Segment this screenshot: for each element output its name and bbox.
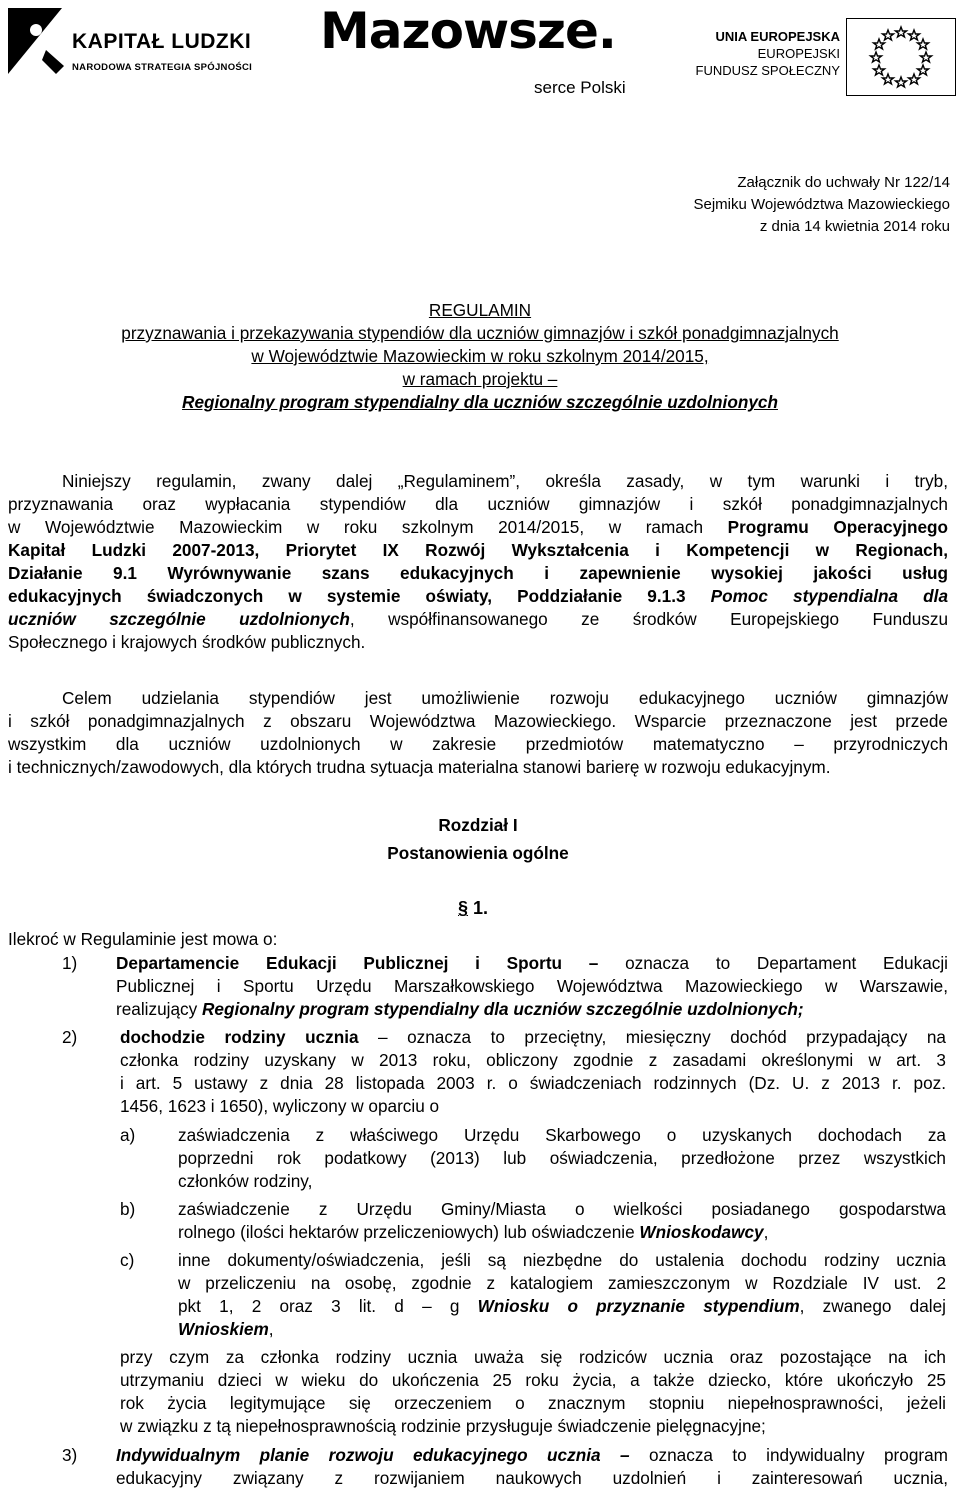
ue-efs-logo — [695, 24, 958, 94]
item2b-number: b) — [120, 1199, 136, 1219]
item2c-line4 — [178, 1318, 946, 1341]
item2b-line2 — [178, 1221, 946, 1244]
item2-line4: 1456, 1623 i 1650), wyliczony w oparciu o — [120, 1096, 440, 1116]
item2c-line3c: , zwanego dalej — [799, 1296, 946, 1316]
item2a-line2: poprzedni rok podatkowy (2013) lub oświadczenia, przedłożone przez wszystkich — [178, 1148, 946, 1168]
title-line4: Regionalny program stypendialny dla uczniów szczególnie uzdolnionych — [182, 392, 778, 412]
item2-rest: – oznacza to przeciętny, miesięczny dochód przypadający na — [358, 1027, 946, 1047]
item2c-line2: w przeliczeniu na osobę, zgodnie z katalogiem zamieszczonym w Rozdziale IV ust. 2 — [178, 1273, 946, 1293]
annex-line3: z dnia 14 kwietnia 2014 roku — [759, 218, 950, 235]
item1-line3 — [116, 998, 948, 1021]
eu-stars-icon — [847, 19, 955, 95]
annex-line2: Sejmiku Województwa Mazowieckiego — [693, 196, 950, 213]
section-number-text: 1. — [473, 898, 489, 918]
item2-after-line2: utrzymaniu dzieci w wieku do ukończenia 25 roku życia, a także dziecko, które ukończyło 25 — [120, 1370, 946, 1390]
intro-measure-name-cont: uczniów szczególnie uzdolnionych — [8, 609, 350, 629]
intro-line7-text: , współfinansowanego ze środków Europejskiego Funduszu — [349, 609, 949, 629]
item2c-line1: inne dokumenty/oświadczenia, jeśli są niezbędne do ustalenia dochodu rodziny ucznia — [178, 1250, 946, 1270]
title-main: REGULAMIN — [428, 300, 532, 320]
chapter-heading — [0, 811, 956, 867]
item3-rest: oznacza to indywidualny program — [629, 1445, 948, 1465]
section-number — [458, 897, 488, 920]
item2c-line3a: pkt 1, 2 oraz 3 lit. d – g — [178, 1296, 478, 1316]
item2-number: 2) — [62, 1027, 78, 1047]
header-logos — [0, 0, 960, 100]
item2b-line2a: rolnego (ilości hektarów przeliczeniowych) lub oświadczenie — [178, 1222, 640, 1242]
item1-term: Departamencie Edukacji Publicznej i Sportu — [116, 953, 563, 973]
item1-line2: Publicznej i Sportu Urzędu Marszałkowskiego Województwa Mazowieckiego w Warszawie, — [116, 976, 948, 996]
title-line2: w Województwie Mazowieckim w roku szkolnym 2014/2015, — [251, 346, 709, 366]
item1-line1 — [116, 952, 948, 975]
intro-programme-name: Programu Operacyjnego — [727, 517, 948, 537]
intro-line3-text: w Województwie Mazowieckim w roku szkolnym 2014/2015, w ramach — [8, 517, 728, 537]
intro-line8: Społecznego i krajowych środków publicznych. — [8, 632, 366, 652]
item2-line3: i art. 5 ustawy z dnia 28 listopada 2003 r. o świadczeniach rodzinnych (Dz. U. z 2013 r. poz. — [120, 1073, 946, 1093]
annex-block — [450, 172, 950, 238]
item1-dash: – — [562, 953, 626, 973]
item3-term: Indywidualnym planie rozwoju edukacyjnego ucznia – — [116, 1445, 630, 1465]
chapter-number: Rozdział I — [438, 815, 518, 835]
document-title — [0, 299, 960, 414]
kapital-ludzki-title: KAPITAŁ LUDZKI — [72, 30, 252, 53]
item2-term: dochodzie rodziny ucznia — [120, 1027, 359, 1047]
item1-line3a: realizujący — [116, 999, 202, 1019]
intro-line7 — [8, 608, 948, 631]
item3-number: 3) — [62, 1445, 78, 1465]
kapital-ludzki-subtitle: NARODOWA STRATEGIA SPÓJNOŚCI — [72, 62, 253, 73]
item1-programme: Regionalny program stypendialny dla uczniów szczególnie uzdolnionych; — [201, 999, 804, 1019]
mazowsze-wordmark: Mazowsze. — [320, 2, 616, 60]
ue-line3: FUNDUSZ SPOŁECZNY — [695, 63, 840, 78]
item2-after-line4: w związku z tą niepełnosprawnością rodzinie przysługuje świadczenie pielęgnacyjne; — [120, 1416, 766, 1436]
intro-line1: Niniejszy regulamin, zwany dalej „Regulaminem”, określa zasady, w tym warunki i tryb, — [62, 471, 948, 491]
intro-line6 — [8, 585, 948, 608]
intro-line2: przyznawania oraz wypłacania stypendiów dla uczniów gimnazjów i szkół ponadgimnazjalnych — [8, 494, 948, 514]
intro-line5: Działanie 9.1 Wyrównywanie szans edukacyjnych i zapewnienie wysokiej jakości usług — [8, 563, 948, 583]
item2b-applicant: Wnioskodawcy — [639, 1222, 764, 1242]
kapital-ludzki-logo — [6, 6, 266, 76]
item1-number: 1) — [62, 953, 78, 973]
purpose-line2: i szkół ponadgimnazjalnych z obszaru Województwa Mazowieckiego. Wsparcie przeznaczone jest przede — [8, 711, 948, 731]
kapital-ludzki-emblem-icon — [6, 6, 64, 76]
annex-line1: Załącznik do uchwały Nr 122/14 — [737, 174, 950, 191]
title-line3: w ramach projektu – — [402, 369, 558, 389]
chapter-name: Postanowienia ogólne — [387, 843, 569, 863]
mazowsze-subtitle: serce Polski — [534, 78, 626, 97]
item2a-line3: członków rodziny, — [178, 1171, 313, 1191]
intro-line6-text: edukacyjnych świadczonych w systemie oświaty, Poddziałanie 9.1.3 — [8, 586, 711, 606]
item2c-line3 — [178, 1295, 946, 1318]
section-lead: Ilekroć w Regulaminie jest mowa o: — [8, 929, 278, 949]
ue-line2: EUROPEJSKI — [757, 46, 840, 61]
intro-line4: Kapitał Ludzki 2007-2013, Priorytet IX Rozwój Wykształcenia i Kompetencji w Regionach, — [8, 540, 948, 560]
purpose-line1: Celem udzielania stypendiów jest umożliwienie rozwoju edukacyjnego uczniów gimnazjów — [62, 688, 948, 708]
item2-after-line1: przy czym za członka rodziny ucznia uważa się rodziców ucznia oraz pozostające na ich — [120, 1347, 946, 1367]
item2c-line4b: , — [268, 1319, 274, 1339]
ue-text — [696, 28, 840, 79]
item2b-line2c: , — [763, 1222, 769, 1242]
intro-measure-name: Pomoc stypendialna dla — [710, 586, 949, 606]
item2-line2: członka rodziny uzyskany w 2013 roku, obliczony zgodnie z zasadami określonymi w art. 3 — [120, 1050, 946, 1070]
mazowsze-logo — [320, 2, 650, 98]
item2-line1 — [120, 1026, 946, 1049]
title-line1: przyznawania i przekazywania stypendiów dla uczniów gimnazjów i szkół ponadgimnazjalnych — [121, 323, 839, 343]
item2c-form-name: Wniosku o przyznanie stypendium — [477, 1296, 800, 1316]
item2c-number: c) — [120, 1250, 135, 1270]
item2a-line1: zaświadczenia z właściwego Urzędu Skarbowego o uzyskanych dochodach za — [178, 1125, 946, 1145]
item2a-number: a) — [120, 1125, 136, 1145]
section-sign: § — [458, 898, 469, 918]
item3-line1 — [116, 1444, 948, 1467]
item3-line2: edukacyjny związany z rozwijaniem naukowych uzdolnień i zainteresowań ucznia, — [116, 1468, 948, 1488]
eu-flag-icon — [846, 18, 956, 96]
ue-line1: UNIA EUROPEJSKA — [715, 29, 840, 44]
purpose-line3: wszystkim dla uczniów uzdolnionych w zakresie przedmiotów matematyczno – przyrodniczych — [8, 734, 948, 754]
item2-after-line3: rok życia legitymujące się orzeczeniem o znacznym stopniu niepełnosprawności, jeżeli — [120, 1393, 946, 1413]
purpose-line4: i technicznych/zawodowych, dla których trudna sytuacja materialna stanowi barierę w rozwoju edukacyjnym. — [8, 757, 831, 777]
item2c-application: Wnioskiem — [178, 1319, 269, 1339]
intro-line3 — [8, 516, 948, 539]
item1-rest: oznacza to Departament Edukacji — [625, 953, 948, 973]
item2b-line1: zaświadczenie z Urzędu Gminy/Miasta o wielkości posiadanego gospodarstwa — [178, 1199, 946, 1219]
